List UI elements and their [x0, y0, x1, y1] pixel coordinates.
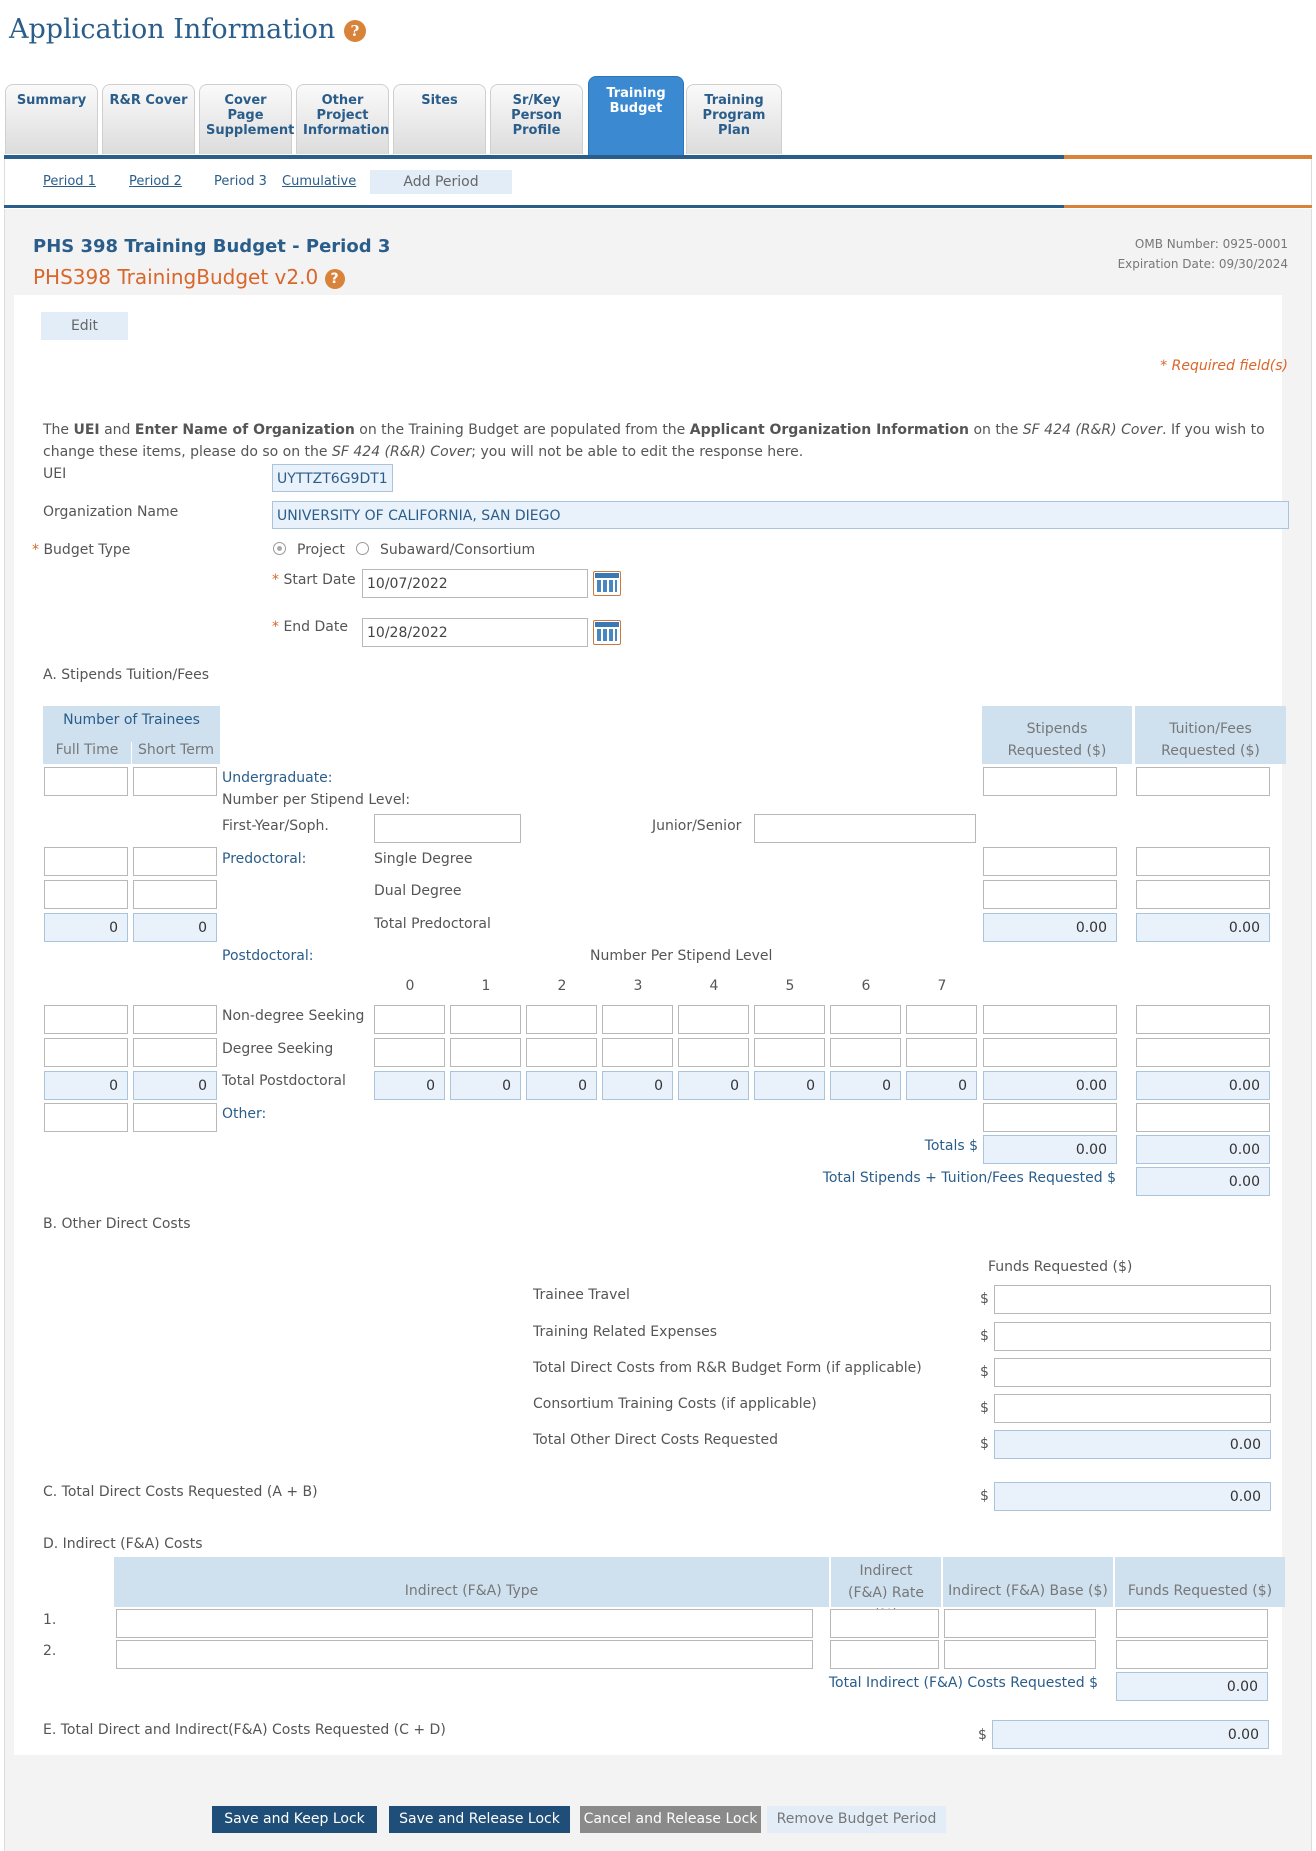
postdoctoral-label: Postdoctoral:	[222, 948, 314, 964]
end-date-label-text: End Date	[283, 619, 348, 635]
info-text-bold: Enter Name of Organization	[134, 422, 355, 438]
required-note: * Required field(s)	[1160, 358, 1288, 374]
info-text-part: The	[43, 422, 74, 438]
indirect-type-input-1[interactable]	[116, 1609, 813, 1638]
predoc-single-short-term-input[interactable]	[133, 847, 217, 876]
tab-label: Sr/Key Person Profile	[511, 93, 562, 138]
expiration-date: Expiration Date: 09/30/2024	[1117, 257, 1288, 271]
total-predoc-tuition: 0.00	[1136, 913, 1270, 942]
totals-tuition: 0.00	[1136, 1135, 1270, 1164]
indirect-base-header: Indirect (F&A) Base ($)	[943, 1557, 1113, 1607]
predoc-dual-stipends-input[interactable]	[983, 880, 1117, 909]
form-subtitle-text: PHS398 TrainingBudget v2.0	[33, 265, 319, 289]
cancel-release-lock-button[interactable]: Cancel and Release Lock	[580, 1806, 761, 1833]
tab-summary[interactable]	[5, 84, 98, 154]
total-predoc-full-time: 0	[44, 913, 128, 942]
tab-label: Other Project Information	[303, 93, 390, 138]
indirect-type-input-2[interactable]	[116, 1640, 813, 1669]
period-nav	[4, 159, 1312, 206]
undergrad-stipends-input[interactable]	[983, 767, 1117, 796]
short-term-label: Short Term	[131, 742, 220, 764]
total-indirect-costs-label: Total Indirect (F&A) Costs Requested $	[828, 1675, 1098, 1691]
level-label: 0	[405, 978, 415, 994]
total-predoc-short-term: 0	[133, 913, 217, 942]
uei-label: UEI	[43, 466, 67, 482]
calendar-icon-grid	[597, 580, 617, 592]
omb-number: OMB Number: 0925-0001	[1134, 237, 1288, 251]
nondegree-level-0-input[interactable]	[374, 1005, 445, 1034]
degree-stipends-input[interactable]	[983, 1038, 1117, 1067]
total-postdoc-level: 0	[678, 1071, 749, 1100]
indirect-funds-input-2[interactable]	[1116, 1640, 1268, 1669]
total-indirect-costs: 0.00	[1116, 1672, 1268, 1701]
add-period-button[interactable]: Add Period	[370, 170, 512, 194]
total-postdoc-level: 0	[602, 1071, 673, 1100]
other-short-term-input[interactable]	[133, 1103, 217, 1132]
num-trainees-label: Number of Trainees	[63, 712, 200, 728]
cumulative-link[interactable]: Cumulative	[282, 174, 357, 189]
page-title	[9, 14, 366, 45]
full-time-label: Full Time	[55, 742, 119, 758]
section-e-title: E. Total Direct and Indirect(F&A) Costs Requested (C + D)	[43, 1722, 446, 1738]
total-stipends-tuition-label: Total Stipends + Tuition/Fees Requested $	[822, 1170, 1116, 1186]
nondegree-level-3-input[interactable]	[602, 1005, 673, 1034]
tab-label: Training Budget	[606, 86, 666, 116]
degree-seeking-label: Degree Seeking	[222, 1041, 334, 1057]
nondegree-level-2-input[interactable]	[526, 1005, 597, 1034]
budget-type-subaward-radio[interactable]	[356, 542, 369, 555]
indirect-row-number: 2.	[43, 1643, 57, 1659]
info-text	[43, 419, 1273, 463]
calendar-icon-grid	[597, 629, 617, 641]
degree-level-7-input[interactable]	[906, 1038, 977, 1067]
junior-senior-label: Junior/Senior	[652, 818, 742, 834]
uei-field: UYTTZT6G9DT1	[272, 464, 393, 492]
indirect-rate-input-2[interactable]	[830, 1640, 939, 1669]
currency-sign: $	[980, 1328, 989, 1344]
predoctoral-label: Predoctoral:	[222, 851, 307, 867]
info-text-part: . If you wish to change these items, please do so on the	[43, 422, 1265, 460]
nondegree-level-1-input[interactable]	[450, 1005, 521, 1034]
predoc-single-tuition-input[interactable]	[1136, 847, 1270, 876]
tab-rr-cover[interactable]	[102, 84, 195, 154]
calendar-icon[interactable]	[593, 620, 621, 645]
tab-label: Cover Page Supplement	[206, 93, 295, 138]
total-postdoc-tuition: 0.00	[1136, 1071, 1270, 1100]
level-label: 3	[633, 978, 643, 994]
tab-cover-page-supplement[interactable]	[199, 84, 295, 154]
degree-level-5-input[interactable]	[754, 1038, 825, 1067]
first-year-input[interactable]	[374, 814, 521, 843]
level-label: 6	[861, 978, 871, 994]
info-text-bold: Applicant Organization Information	[689, 422, 969, 438]
tab-sites[interactable]	[393, 84, 486, 154]
other-stipends-input[interactable]	[983, 1103, 1117, 1132]
calendar-icon-top	[595, 573, 619, 578]
currency-sign: $	[980, 1400, 989, 1416]
total-postdoctoral-label: Total Postdoctoral	[222, 1073, 346, 1089]
total-postdoc-level: 0	[754, 1071, 825, 1100]
stipends-header: Stipends Requested ($)	[982, 706, 1132, 764]
indirect-funds-header: Funds Requested ($)	[1115, 1557, 1285, 1607]
dual-degree-label: Dual Degree	[374, 883, 462, 899]
info-text-italic: SF 424 (R&R) Cover	[331, 444, 472, 460]
junior-senior-input[interactable]	[754, 814, 976, 843]
training-related-expenses-input[interactable]	[994, 1322, 1271, 1351]
level-label: 1	[481, 978, 491, 994]
tab-sr-key-person-profile[interactable]	[490, 84, 583, 154]
budget-type-label-text: Budget Type	[43, 542, 131, 558]
total-predoc-stipends: 0.00	[983, 913, 1117, 942]
indirect-rate-header: Indirect (F&A) Rate	[831, 1557, 941, 1607]
total-postdoc-level: 0	[830, 1071, 901, 1100]
indirect-type-header: Indirect (F&A) Type	[114, 1557, 829, 1607]
total-postdoc-short-term: 0	[133, 1071, 217, 1100]
total-stipends-tuition: 0.00	[1136, 1167, 1270, 1196]
period-1-link[interactable]: Period 1	[43, 174, 96, 189]
total-postdoc-level: 0	[526, 1071, 597, 1100]
trainee-travel-label: Trainee Travel	[533, 1287, 630, 1303]
end-date-label	[272, 619, 348, 635]
non-degree-seeking-label: Non-degree Seeking	[222, 1008, 365, 1024]
num-trainees-header	[43, 706, 220, 764]
degree-level-2-input[interactable]	[526, 1038, 597, 1067]
nondegree-short-term-input[interactable]	[133, 1005, 217, 1034]
currency-sign: $	[980, 1488, 989, 1504]
other-tuition-input[interactable]	[1136, 1103, 1270, 1132]
degree-short-term-input[interactable]	[133, 1038, 217, 1067]
required-marker: *	[272, 619, 284, 635]
period-3-label: Period 3	[214, 174, 267, 189]
info-text-part: on the	[969, 422, 1023, 438]
undergrad-short-term-input[interactable]	[133, 767, 217, 796]
indirect-row-number: 1.	[43, 1612, 57, 1628]
save-keep-lock-button[interactable]: Save and Keep Lock	[212, 1806, 377, 1833]
level-label: 2	[557, 978, 567, 994]
tab-training-budget[interactable]	[588, 76, 684, 156]
calendar-icon-top	[595, 622, 619, 627]
form-title: PHS 398 Training Budget - Period 3	[33, 236, 391, 257]
predoc-dual-tuition-input[interactable]	[1136, 880, 1270, 909]
predoc-dual-full-time-input[interactable]	[44, 880, 128, 909]
save-release-lock-button[interactable]: Save and Release Lock	[389, 1806, 570, 1833]
funds-requested-header: Funds Requested ($)	[988, 1259, 1133, 1275]
end-date-field[interactable]: 10/28/2022	[362, 618, 588, 647]
total-postdoc-level: 0	[906, 1071, 977, 1100]
total-direct-costs-rr-label: Total Direct Costs from R&R Budget Form (if applicable)	[533, 1360, 922, 1376]
nondegree-level-5-input[interactable]	[754, 1005, 825, 1034]
form-subtitle	[33, 265, 345, 289]
budget-type-project-label: Project	[297, 542, 345, 558]
level-label: 4	[709, 978, 719, 994]
consortium-training-costs-label: Consortium Training Costs (if applicable)	[533, 1396, 817, 1412]
indirect-funds-input-1[interactable]	[1116, 1609, 1268, 1638]
period-nav-underline	[4, 205, 1064, 208]
trainee-travel-input[interactable]	[994, 1285, 1271, 1314]
degree-level-3-input[interactable]	[602, 1038, 673, 1067]
total-predoctoral-label: Total Predoctoral	[374, 916, 491, 932]
help-icon[interactable]: ?	[344, 20, 366, 42]
total-postdoc-stipends: 0.00	[983, 1071, 1117, 1100]
training-related-expenses-label: Training Related Expenses	[533, 1324, 718, 1340]
total-direct-indirect-costs: 0.00	[992, 1720, 1269, 1749]
tab-label: Training Program Plan	[702, 93, 766, 138]
section-d-title: D. Indirect (F&A) Costs	[43, 1536, 203, 1552]
org-name-field: UNIVERSITY OF CALIFORNIA, SAN DIEGO	[272, 501, 1289, 529]
single-degree-label: Single Degree	[374, 851, 473, 867]
info-text-part: and	[99, 422, 135, 438]
totals-stipends: 0.00	[983, 1135, 1117, 1164]
other-full-time-input[interactable]	[44, 1103, 128, 1132]
start-date-label-text: Start Date	[283, 572, 356, 588]
degree-level-4-input[interactable]	[678, 1038, 749, 1067]
tab-label: Sites	[421, 93, 458, 108]
currency-sign: $	[980, 1436, 989, 1452]
tab-label: Summary	[16, 93, 87, 108]
degree-full-time-input[interactable]	[44, 1038, 128, 1067]
num-per-stipend-level-header: Number Per Stipend Level	[590, 948, 773, 964]
period-nav-underline-accent	[1064, 205, 1312, 208]
start-date-label	[272, 572, 356, 588]
section-a-title: A. Stipends Tuition/Fees	[43, 667, 210, 683]
level-label: 7	[937, 978, 947, 994]
period-2-link[interactable]: Period 2	[129, 174, 182, 189]
currency-sign: $	[978, 1727, 987, 1743]
undergraduate-label: Undergraduate:	[222, 770, 333, 786]
total-direct-costs-rr-input[interactable]	[994, 1358, 1271, 1387]
degree-tuition-input[interactable]	[1136, 1038, 1270, 1067]
currency-sign: $	[980, 1364, 989, 1380]
nondegree-tuition-input[interactable]	[1136, 1005, 1270, 1034]
nondegree-stipends-input[interactable]	[983, 1005, 1117, 1034]
undergrad-full-time-input[interactable]	[44, 767, 128, 796]
help-icon[interactable]: ?	[325, 269, 345, 289]
calendar-icon[interactable]	[593, 571, 621, 596]
total-other-direct-costs: 0.00	[994, 1430, 1271, 1459]
total-other-direct-costs-label: Total Other Direct Costs Requested	[533, 1432, 778, 1448]
total-postdoc-level: 0	[374, 1071, 445, 1100]
budget-type-label	[32, 542, 130, 558]
start-date-field[interactable]: 10/07/2022	[362, 569, 588, 598]
predoc-single-stipends-input[interactable]	[983, 847, 1117, 876]
nondegree-level-4-input[interactable]	[678, 1005, 749, 1034]
nondegree-full-time-input[interactable]	[44, 1005, 128, 1034]
required-marker: *	[272, 572, 284, 588]
tab-training-program-plan[interactable]	[686, 84, 782, 154]
first-year-label: First-Year/Soph.	[222, 818, 329, 834]
consortium-training-costs-input[interactable]	[994, 1394, 1271, 1423]
undergrad-tuition-input[interactable]	[1136, 767, 1270, 796]
degree-level-0-input[interactable]	[374, 1038, 445, 1067]
budget-type-subaward-label: Subaward/Consortium	[380, 542, 536, 558]
info-text-bold: UEI	[73, 422, 100, 438]
info-text-italic: SF 424 (R&R) Cover	[1022, 422, 1163, 438]
budget-type-project-radio[interactable]	[273, 542, 286, 555]
degree-level-1-input[interactable]	[450, 1038, 521, 1067]
other-label: Other:	[222, 1106, 267, 1122]
required-marker: *	[32, 542, 44, 558]
info-text-part: on the Training Budget are populated from the	[354, 422, 690, 438]
nondegree-level-6-input[interactable]	[830, 1005, 901, 1034]
total-postdoc-full-time: 0	[44, 1071, 128, 1100]
predoc-single-full-time-input[interactable]	[44, 847, 128, 876]
currency-sign: $	[980, 1291, 989, 1307]
page-title-text: Application Information	[9, 14, 336, 45]
info-text-part: ; you will not be able to edit the response here.	[471, 444, 804, 460]
predoc-dual-short-term-input[interactable]	[133, 880, 217, 909]
section-b-title: B. Other Direct Costs	[43, 1216, 191, 1232]
level-label: 5	[785, 978, 795, 994]
edit-button[interactable]: Edit	[41, 312, 128, 340]
indirect-base-input-2[interactable]	[944, 1640, 1096, 1669]
num-per-stipend-level-label: Number per Stipend Level:	[222, 792, 411, 808]
total-direct-costs: 0.00	[994, 1482, 1271, 1511]
tab-label: R&R Cover	[109, 93, 188, 108]
tab-other-project-information[interactable]	[296, 84, 389, 154]
indirect-base-input-1[interactable]	[944, 1609, 1096, 1638]
indirect-rate-input-1[interactable]	[830, 1609, 939, 1638]
tuition-header: Tuition/Fees Requested ($)	[1135, 706, 1286, 764]
remove-budget-period-button[interactable]: Remove Budget Period	[767, 1806, 946, 1833]
org-name-label: Organization Name	[43, 504, 179, 520]
section-c-title: C. Total Direct Costs Requested (A + B)	[43, 1484, 318, 1500]
totals-label: Totals $	[924, 1138, 978, 1154]
degree-level-6-input[interactable]	[830, 1038, 901, 1067]
nondegree-level-7-input[interactable]	[906, 1005, 977, 1034]
total-postdoc-level: 0	[450, 1071, 521, 1100]
